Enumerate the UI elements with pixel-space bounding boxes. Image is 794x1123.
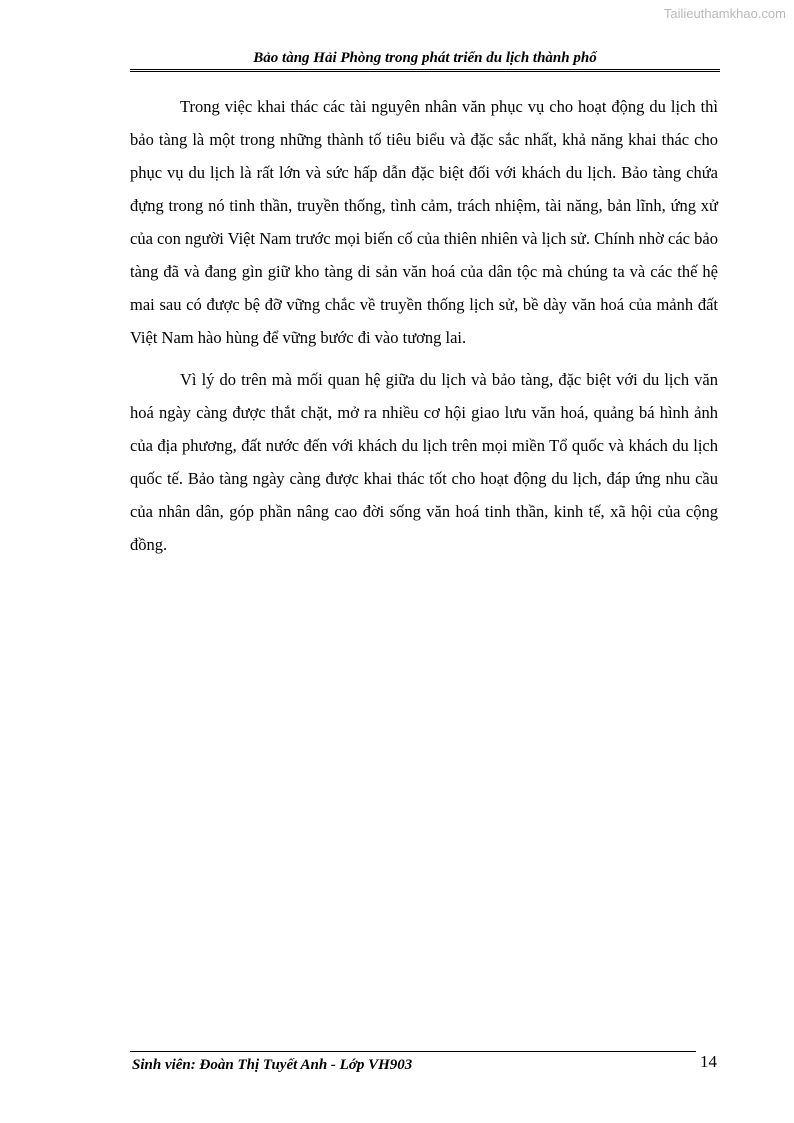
footer-author: Sinh viên: Đoàn Thị Tuyết Anh - Lớp VH903 (132, 1057, 413, 1073)
running-header-title: Bảo tàng Hải Phòng trong phát triển du lịch thành phố (253, 50, 597, 66)
paragraph: Trong việc khai thác các tài nguyên nhân văn phục vụ cho hoạt động du lịch thì bảo tàng là một trong những thành tố tiêu biểu và đặc sắc nhất, khả năng khai thác cho phục vụ du lịch là rất lớn và sức hấp dẫn đặc biệt đối với khách du lịch. Bảo tàng chứa đựng trong nó tinh thần, truyền thống, tình cảm, trách nhiệm, tài năng, bản lĩnh, ứng xử của con người Việt Nam trước mọi biến cố của thiên nhiên và lịch sử. Chính nhờ các bảo tàng đã và đang gìn giữ kho tàng di sản văn hoá của dân tộc mà chúng ta và các thế hệ mai sau có được bệ đỡ vững chắc về truyền thống lịch sử, bề dày văn hoá của mảnh đất Việt Nam hào hùng để vững bước đi vào tương lai. (130, 97, 718, 347)
paragraph: Vì lý do trên mà mối quan hệ giữa du lịch và bảo tàng, đặc biệt với du lịch văn hoá ngày càng được thắt chặt, mở ra nhiều cơ hội giao lưu văn hoá, quảng bá hình ảnh của địa phương, đất nước đến với khách du lịch trên mọi miền Tổ quốc và khách du lịch quốc tế. Bảo tàng ngày càng được khai thác tốt cho hoạt động du lịch, đáp ứng nhu cầu của nhân dân, góp phần nâng cao đời sống văn hoá tinh thần, kinh tế, xã hội của cộng đồng. (130, 370, 718, 554)
header-divider (130, 69, 720, 72)
page-number: 14 (700, 1052, 717, 1071)
watermark: Tailieuthamkhao.com (663, 6, 786, 21)
document-body (130, 90, 718, 561)
footer-divider (130, 1051, 696, 1052)
